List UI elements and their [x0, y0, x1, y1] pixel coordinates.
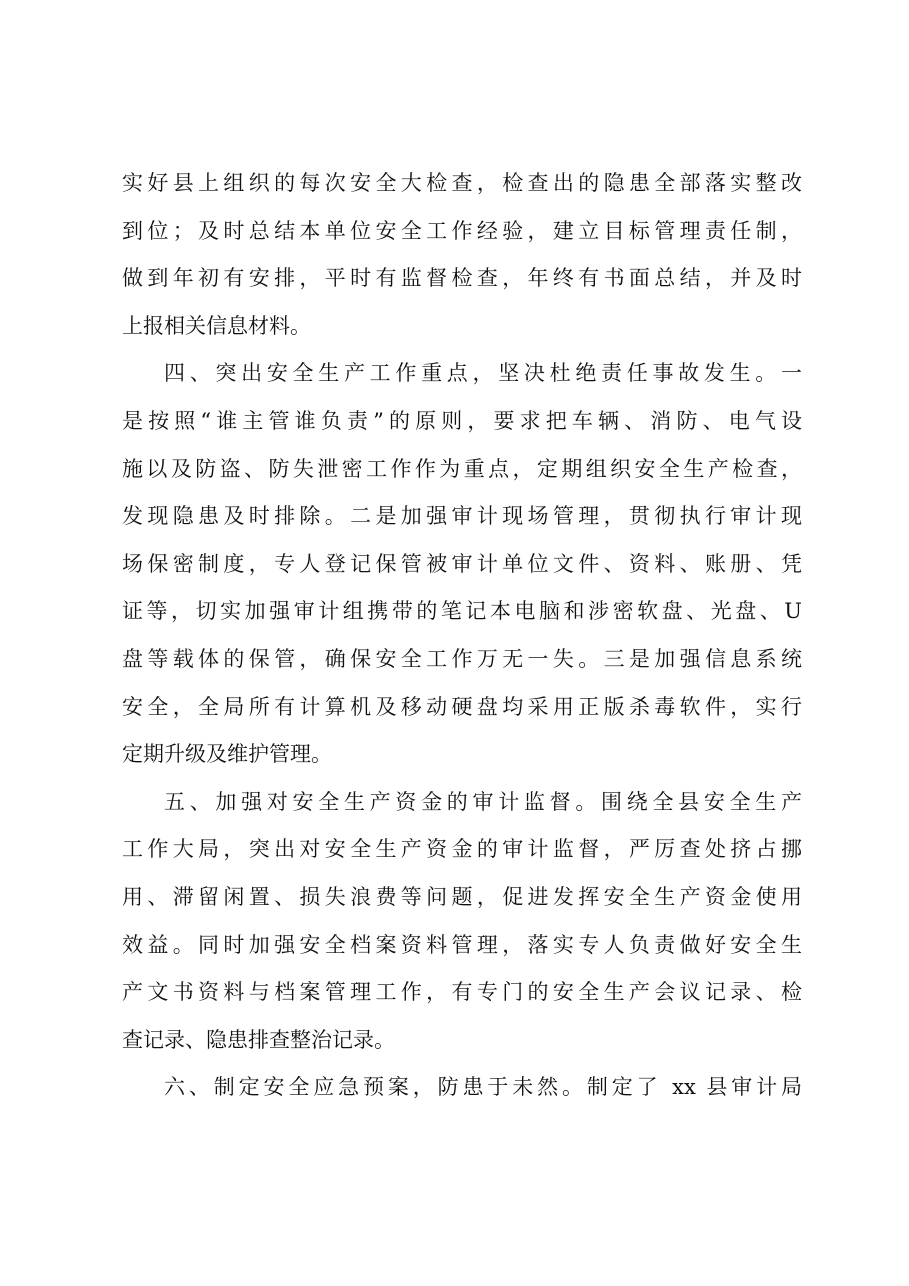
text-line: 效益。同时加强安全档案资料管理，落实专人负责做好安全生 [122, 932, 802, 957]
paragraph-4-first-line: 四、突出安全生产工作重点，坚决杜绝责任事故发生。一 [164, 361, 802, 386]
text-line: 是按照“谁主管谁负责”的原则，要求把车辆、消防、电气设 [122, 408, 802, 433]
text-line: 安全，全局所有计算机及移动硬盘均采用正版杀毒软件，实行 [122, 694, 802, 719]
text-line: 场保密制度，专人登记保管被审计单位文件、资料、账册、凭 [122, 551, 802, 576]
text-line: 做到年初有安排，平时有监督检查，年终有书面总结，并及时 [122, 266, 802, 291]
text-line: 施以及防盗、防失泄密工作作为重点，定期组织安全生产检查， [122, 456, 802, 481]
text-line: 用、滞留闲置、损失浪费等问题，促进发挥安全生产资金使用 [122, 884, 802, 909]
paragraph-5-first-line: 五、加强对安全生产资金的审计监督。围绕全县安全生产 [164, 789, 802, 814]
text-line: 查记录、隐患排查整治记录。 [122, 1027, 395, 1052]
text-line: 定期升级及维护管理。 [122, 742, 332, 767]
text-line: 盘等载体的保管，确保安全工作万无一失。三是加强信息系统 [122, 646, 802, 671]
text-line: 证等，切实加强审计组携带的笔记本电脑和涉密软盘、光盘、U [122, 599, 802, 624]
text-line: 产文书资料与档案管理工作，有专门的安全生产会议记录、检 [122, 980, 802, 1005]
text-line: 工作大局，突出对安全生产资金的审计监督，严厉查处挤占挪 [122, 837, 802, 862]
text-line: 到位；及时总结本单位安全工作经验，建立目标管理责任制， [122, 218, 802, 243]
text-line: 上报相关信息材料。 [122, 313, 311, 338]
paragraph-6-first-line: 六、制定安全应急预案，防患于未然。制定了 xx 县审计局 [164, 1075, 802, 1100]
document-body [122, 160, 802, 1112]
text-line: 实好县上组织的每次安全大检查，检查出的隐患全部落实整改 [122, 171, 802, 195]
text-line: 发现隐患及时排除。二是加强审计现场管理，贯彻执行审计现 [122, 504, 802, 529]
